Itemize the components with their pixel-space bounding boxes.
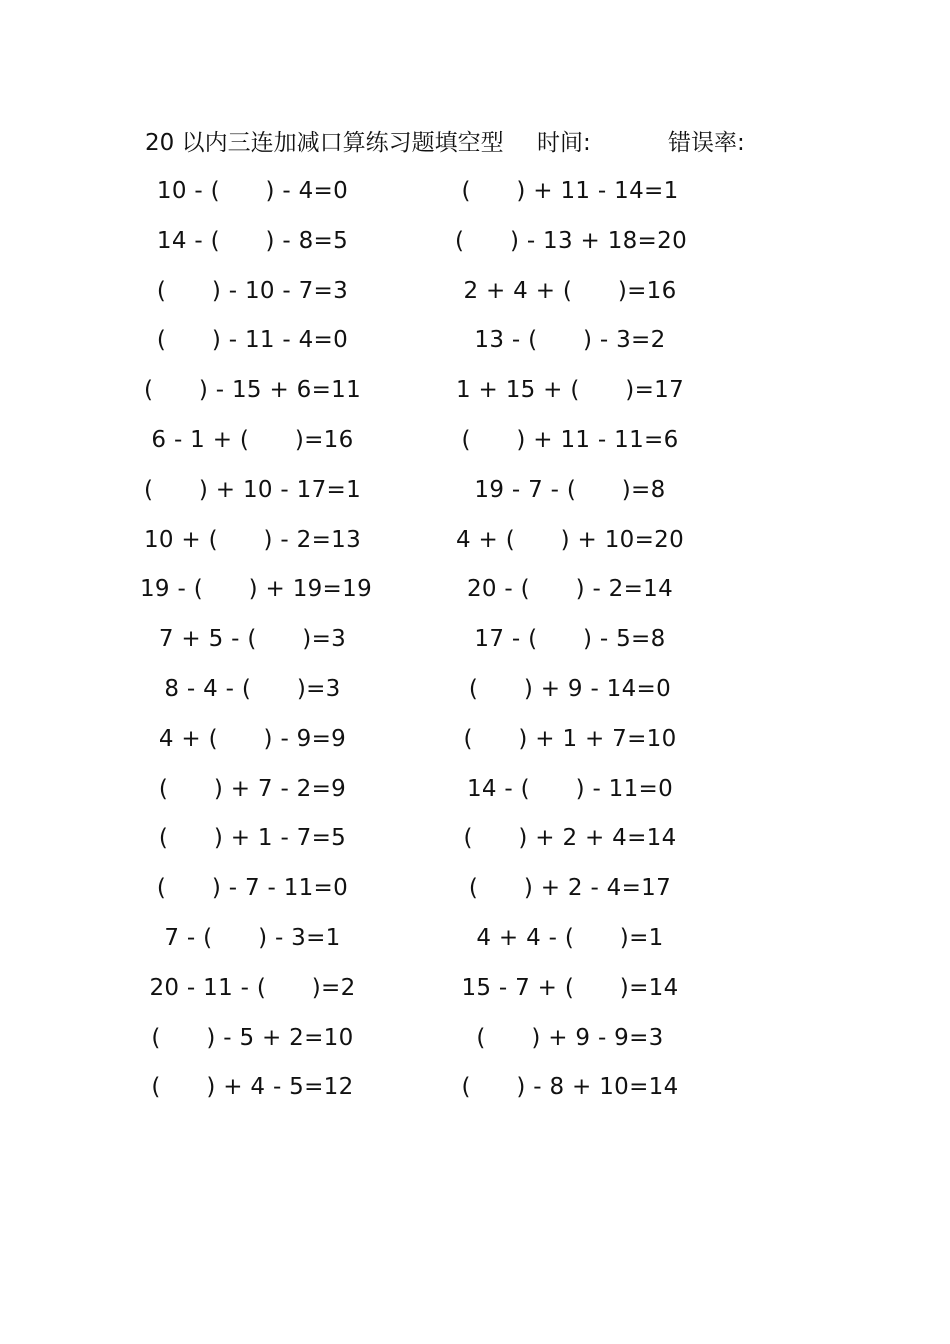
problem-right-16: 4 + 4 - ( )=1 bbox=[476, 924, 664, 951]
problem-left-18: ( ) - 5 + 2=10 bbox=[151, 1024, 354, 1051]
problem-right-11: ( ) + 9 - 14=0 bbox=[468, 675, 672, 702]
problem-right-10: 17 - ( ) - 5=8 bbox=[474, 626, 666, 653]
problem-right-18: ( ) + 9 - 9=3 bbox=[476, 1024, 664, 1051]
problem-left-3: ( ) - 10 - 7=3 bbox=[156, 277, 349, 304]
worksheet-header bbox=[145, 126, 785, 160]
problem-left-8: 10 + ( ) - 2=13 bbox=[143, 526, 362, 553]
problem-left-14: ( ) + 1 - 7=5 bbox=[158, 825, 347, 852]
problem-right-13: 14 - ( ) - 11=0 bbox=[466, 775, 674, 802]
problem-left-9: 19 - ( ) + 19=19 bbox=[140, 576, 372, 603]
problem-left-15: ( ) - 7 - 11=0 bbox=[156, 875, 349, 902]
problem-right-5: 1 + 15 + ( )=17 bbox=[455, 377, 685, 404]
problem-right-6: ( ) + 11 - 11=6 bbox=[461, 426, 679, 453]
problem-left-12: 4 + ( ) - 9=9 bbox=[158, 725, 347, 752]
problem-left-1: 10 - ( ) - 4=0 bbox=[156, 178, 349, 204]
problem-right-4: 13 - ( ) - 3=2 bbox=[474, 327, 666, 354]
left-problem-column bbox=[140, 174, 372, 1120]
problem-right-19: ( ) - 8 + 10=14 bbox=[461, 1074, 679, 1101]
problem-right-8: 4 + ( ) + 10=20 bbox=[455, 526, 685, 553]
problem-left-7: ( ) + 10 - 17=1 bbox=[143, 476, 362, 503]
problem-left-11: 8 - 4 - ( )=3 bbox=[164, 675, 341, 702]
problem-right-1: ( ) + 11 - 14=1 bbox=[461, 178, 679, 204]
problem-right-14: ( ) + 2 + 4=14 bbox=[463, 825, 677, 852]
problem-right-9: 20 - ( ) - 2=14 bbox=[466, 576, 674, 603]
problem-left-5: ( ) - 15 + 6=11 bbox=[143, 377, 362, 404]
problem-right-15: ( ) + 2 - 4=17 bbox=[468, 875, 672, 902]
problem-left-4: ( ) - 11 - 4=0 bbox=[156, 327, 349, 354]
problem-right-2: ( ) - 13 + 18=20 bbox=[455, 227, 687, 254]
right-problem-column bbox=[455, 174, 685, 1120]
problem-left-2: 14 - ( ) - 8=5 bbox=[156, 227, 349, 254]
problem-right-7: 19 - 7 - ( )=8 bbox=[474, 476, 666, 503]
problem-left-6: 6 - 1 + ( )=16 bbox=[151, 426, 354, 453]
problem-left-10: 7 + 5 - ( )=3 bbox=[158, 626, 347, 653]
problem-right-3: 2 + 4 + ( )=16 bbox=[463, 277, 677, 304]
problem-left-16: 7 - ( ) - 3=1 bbox=[164, 924, 341, 951]
problem-right-17: 15 - 7 + ( )=14 bbox=[461, 974, 679, 1001]
time-label: 时间: bbox=[537, 130, 591, 156]
problem-left-17: 20 - 11 - ( )=2 bbox=[149, 974, 356, 1001]
error-rate-label: 错误率: bbox=[668, 130, 745, 156]
problem-left-19: ( ) + 4 - 5=12 bbox=[151, 1074, 354, 1101]
problem-left-13: ( ) + 7 - 2=9 bbox=[158, 775, 347, 802]
worksheet-title: 20 以内三连加减口算练习题填空型 bbox=[145, 130, 504, 156]
problem-right-12: ( ) + 1 + 7=10 bbox=[463, 725, 677, 752]
